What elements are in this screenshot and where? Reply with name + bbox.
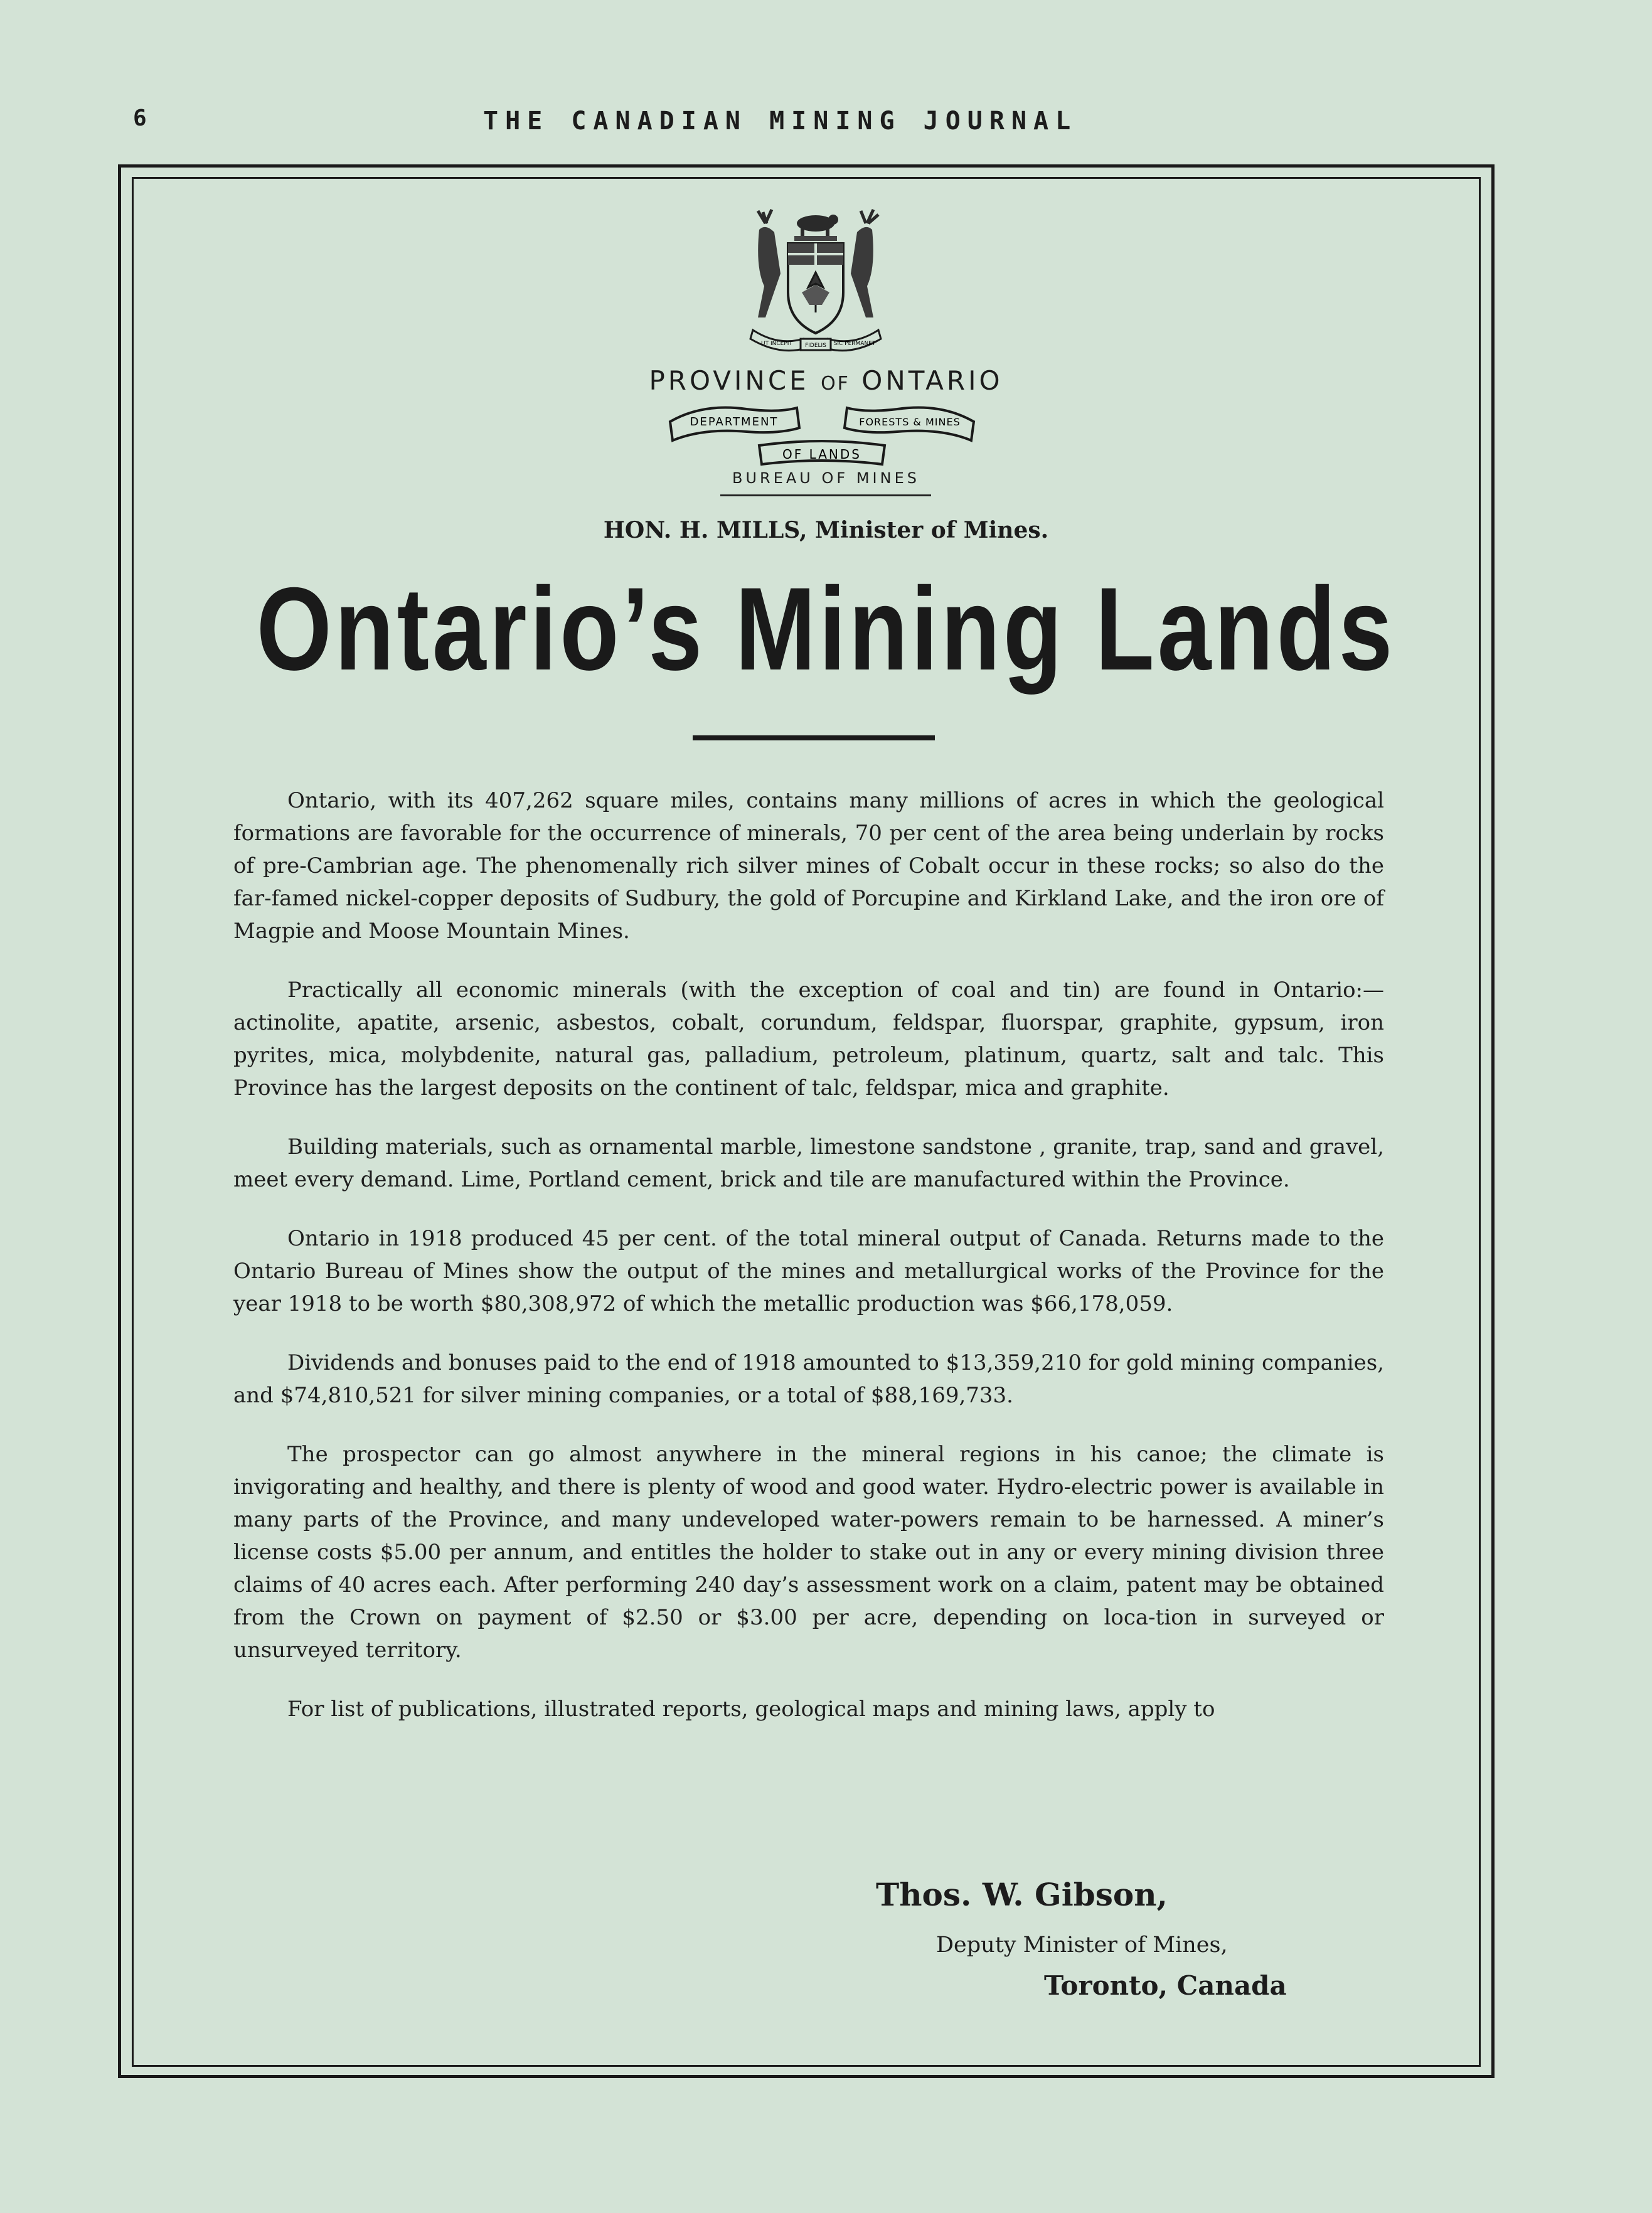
signature-place: Toronto, Canada — [1044, 1970, 1287, 2001]
paragraph: Practically all economic minerals (with the exception of coal and tin) are found in Ontario:—actinolite, apatite, arsenic, asbestos, cobalt, corundum, feldspar, fluorspar, graphite, gypsum, iron pyrites, mica, molybdenite, natural gas, palladium, petroleum, platinum, quartz, salt and talc. This Province has the largest deposits on the continent of talc, feldspar, mica and graphite. — [233, 978, 1384, 1101]
page-number: 6 — [133, 105, 147, 131]
motto-left: UT INCEPIT — [761, 341, 792, 347]
headline: Ontario’s Mining Lands — [256, 563, 1396, 695]
paragraph: The prospector can go almost anywhere in the mineral regions in his canoe; the climate is invigorating and healthy, and there is plenty of wood and good water. Hydro-electric power is available in many parts of the Province, and many undeveloped water-powers remain to be harnessed. A miner’s license costs $5.00 per annum, and entitles the holder to stake out in any or every mining division three claims of 40 acres each. After performing 240 day’s assessment work on a claim, patent may be obtained from the Crown on payment of $2.50 or $3.00 per acre, depending on loca-tion in surveyed or unsurveyed territory. — [233, 1442, 1384, 1663]
paragraph: Dividends and bonuses paid to the end of 1918 amounted to $13,359,210 for gold mining companies, and $74,810,521 for silver mining companies, or a total of $88,169,733. — [233, 1350, 1384, 1408]
journal-title: THE CANADIAN MINING JOURNAL — [483, 107, 1078, 136]
paragraph: Ontario in 1918 produced 45 per cent. of the total mineral output of Canada. Returns made to the Ontario Bureau of Mines show the output of the mines and metallurgical works of the Province for the year 1918 to be worth $80,308,972 of which the metallic production was $66,178,059. — [233, 1226, 1384, 1316]
province-ontario-word: ONTARIO — [861, 365, 1003, 396]
signature-title: Deputy Minister of Mines, — [936, 1933, 1228, 1958]
ontario-coat-of-arms-icon — [728, 205, 903, 355]
province-title — [0, 365, 1652, 396]
paragraph: For list of publications, illustrated reports, geological maps and mining laws, apply to — [287, 1697, 1215, 1722]
banner-forests-mines: FORESTS & MINES — [859, 416, 961, 428]
paragraph: Building materials, such as ornamental marble, limestone sandstone , granite, trap, sand and gravel, meet every demand. Lime, Portland cement, brick and tile are manufactured within the Province. — [233, 1134, 1384, 1192]
headline-divider — [693, 735, 935, 740]
motto-right: SIC PERMANET — [833, 341, 876, 347]
province-of-word: OF — [821, 373, 850, 395]
bureau-divider — [720, 494, 931, 496]
province-word: PROVINCE — [649, 365, 809, 396]
banner-department: DEPARTMENT — [690, 415, 779, 429]
motto-center: FIDELIS — [805, 343, 826, 349]
minister-line: HON. H. MILLS, Minister of Mines. — [603, 517, 1049, 543]
page-header — [0, 105, 1652, 143]
banner-of-lands: OF LANDS — [782, 447, 861, 462]
department-banners — [665, 397, 979, 472]
article-body — [233, 784, 1384, 1752]
signature-name: Thos. W. Gibson, — [876, 1876, 1168, 1913]
paragraph: Ontario, with its 407,262 square miles, contains many millions of acres in which the geological formations are favorable for the occurrence of minerals, 70 per cent of the area being underlain by rocks of pre-Cambrian age. The phenomenally rich silver mines of Cobalt occur in these rocks; so also do the far-famed nickel-copper deposits of Sudbury, the gold of Porcupine and Kirkland Lake, and the iron ore of Magpie and Moose Mountain Mines. — [233, 788, 1384, 944]
bureau-of-mines: BUREAU OF MINES — [732, 469, 920, 487]
